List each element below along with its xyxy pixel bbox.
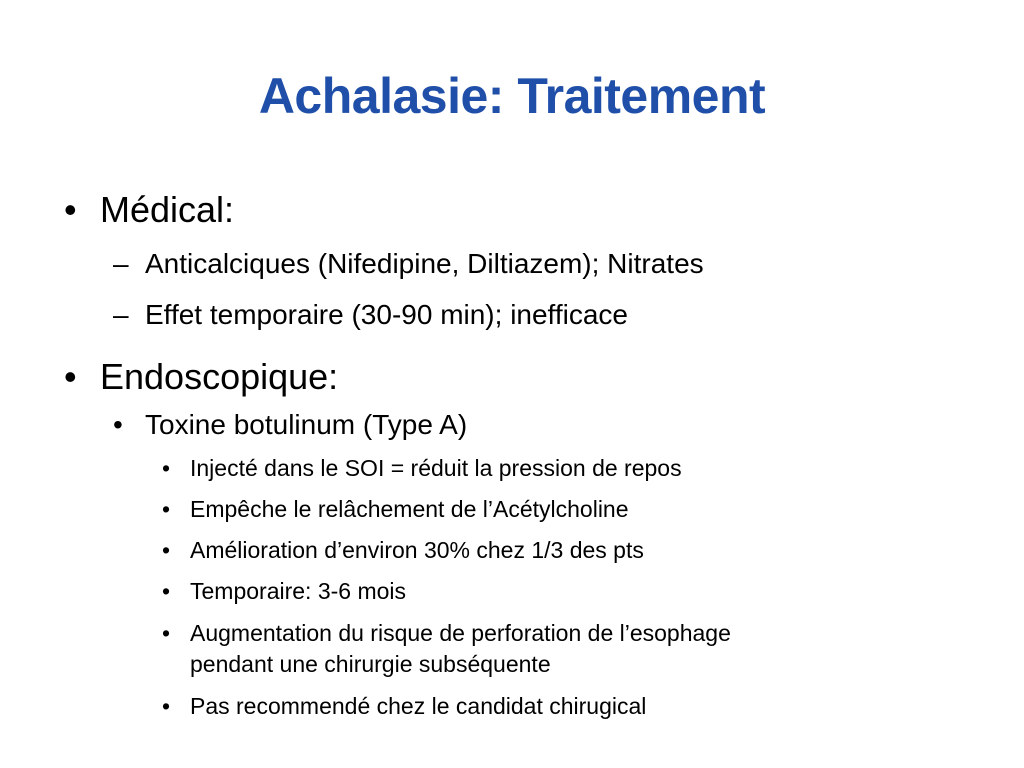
bullet-marker: • (162, 620, 171, 646)
bullet-marker: • (162, 693, 171, 719)
bullet-marker: • (162, 537, 171, 563)
bullet-marker: • (64, 356, 77, 397)
list-item: Empêche le relâchement de l’Acétylcholine (190, 496, 629, 522)
section-heading-medical: Médical: (100, 189, 235, 230)
dash-marker: – (113, 299, 129, 330)
list-item: Toxine botulinum (Type A) (145, 409, 468, 440)
list-item: Temporaire: 3-6 mois (190, 578, 407, 604)
list-item: Augmentation du risque de perforation de l’esophage (190, 620, 731, 646)
dash-marker: – (113, 248, 129, 279)
bullet-marker: • (162, 578, 171, 604)
list-item: Anticalciques (Nifedipine, Diltiazem); Nitrates (145, 248, 704, 279)
bullet-marker: • (113, 409, 123, 440)
slide-title: Achalasie: Traitement (258, 68, 766, 124)
list-item: Effet temporaire (30-90 min); inefficace (145, 299, 628, 330)
bullet-marker: • (162, 496, 171, 522)
list-item: Pas recommendé chez le candidat chirugical (190, 693, 647, 719)
list-item-continuation: pendant une chirurgie subséquente (190, 651, 551, 677)
bullet-marker: • (64, 189, 77, 230)
list-item: Amélioration d’environ 30% chez 1/3 des pts (190, 537, 644, 563)
section-heading-endoscopique: Endoscopique: (100, 356, 339, 397)
list-item: Injecté dans le SOI = réduit la pression de repos (190, 455, 682, 481)
bullet-marker: • (162, 455, 171, 481)
